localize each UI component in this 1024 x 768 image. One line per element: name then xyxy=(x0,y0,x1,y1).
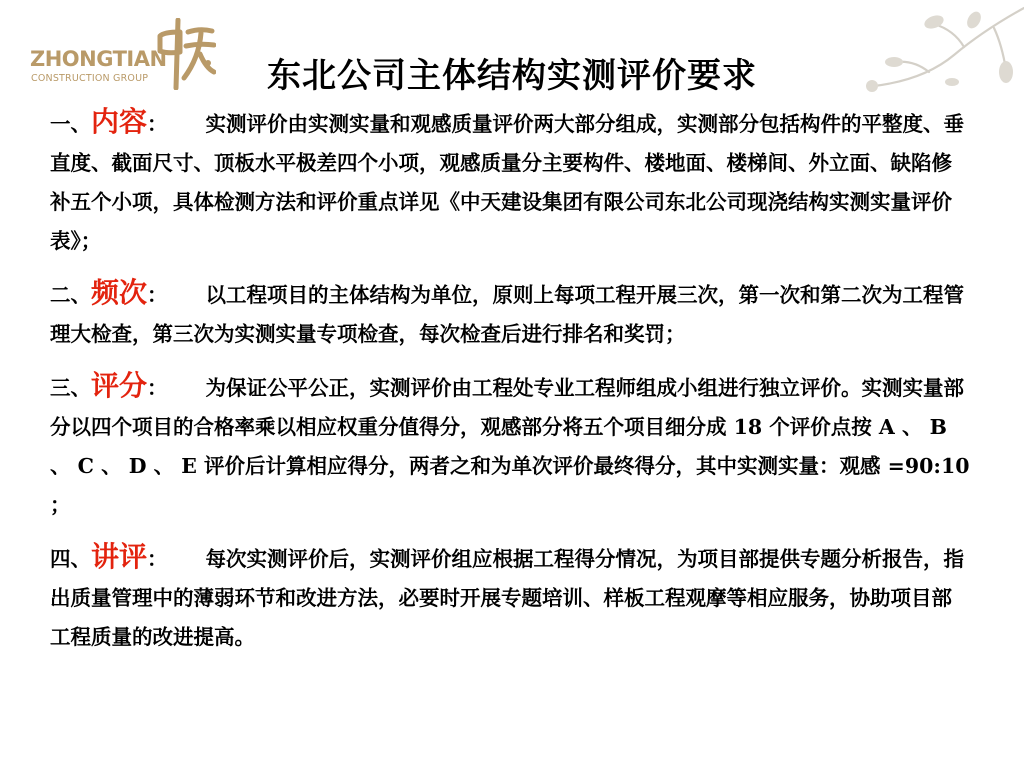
section-scoring xyxy=(50,366,972,525)
section-frequency xyxy=(50,273,972,354)
section-text: 为保证公平公正，实测评价由工程处专业工程师组成小组进行独立评价。实测实量部分以四个项目的合格率乘以相应权重分值得分，观感部分将五个项目细分成 18 个评价点按 A 、 B 、 C 、 D 、 E 评价后计算相应得分，两者之和为单次评价最终得分，其中实测实量：观感 =90:10 ； xyxy=(50,376,970,517)
section-separator: ： xyxy=(147,376,168,400)
section-number: 一、 xyxy=(50,112,91,136)
section-keyword: 讲评 xyxy=(91,540,148,573)
section-text: 每次实测评价后，实测评价组应根据工程得分情况，为项目部提供专题分析报告，指出质量管理中的薄弱环节和改进方法，必要时开展专题培训、样板工程观摩等相应服务，协助项目部工程质量的改进提高。 xyxy=(50,547,965,649)
section-separator: ： xyxy=(147,283,168,307)
section-number: 四、 xyxy=(50,547,91,571)
section-separator: ： xyxy=(147,112,168,136)
section-content xyxy=(50,102,972,261)
section-text: 实测评价由实测实量和观感质量评价两大部分组成，实测部分包括构件的平整度、垂直度、截面尺寸、顶板水平极差四个小项，观感质量分主要构件、楼地面、楼梯间、外立面、缺陷修补五个小项，具体检测方法和评价重点详见《中天建设集团有限公司东北公司现浇结构实测实量评价表》； xyxy=(50,112,965,253)
section-text: 以工程项目的主体结构为单位，原则上每项工程开展三次，第一次和第二次为工程管理大检查，第三次为实测实量专项检查，每次检查后进行排名和奖罚； xyxy=(50,283,965,346)
logo-name: ZHONGTIAN xyxy=(30,47,167,71)
section-number: 二、 xyxy=(50,283,91,307)
section-separator: ： xyxy=(147,547,168,571)
logo-tagline: CONSTRUCTION GROUP xyxy=(31,73,149,84)
requirements-content xyxy=(50,102,972,657)
section-keyword: 频次 xyxy=(91,276,148,309)
section-keyword: 内容 xyxy=(91,105,148,138)
section-keyword: 评分 xyxy=(91,369,148,402)
page-title: 东北公司主体结构实测评价要求 xyxy=(267,56,757,96)
section-review xyxy=(50,537,972,657)
section-number: 三、 xyxy=(50,376,91,400)
